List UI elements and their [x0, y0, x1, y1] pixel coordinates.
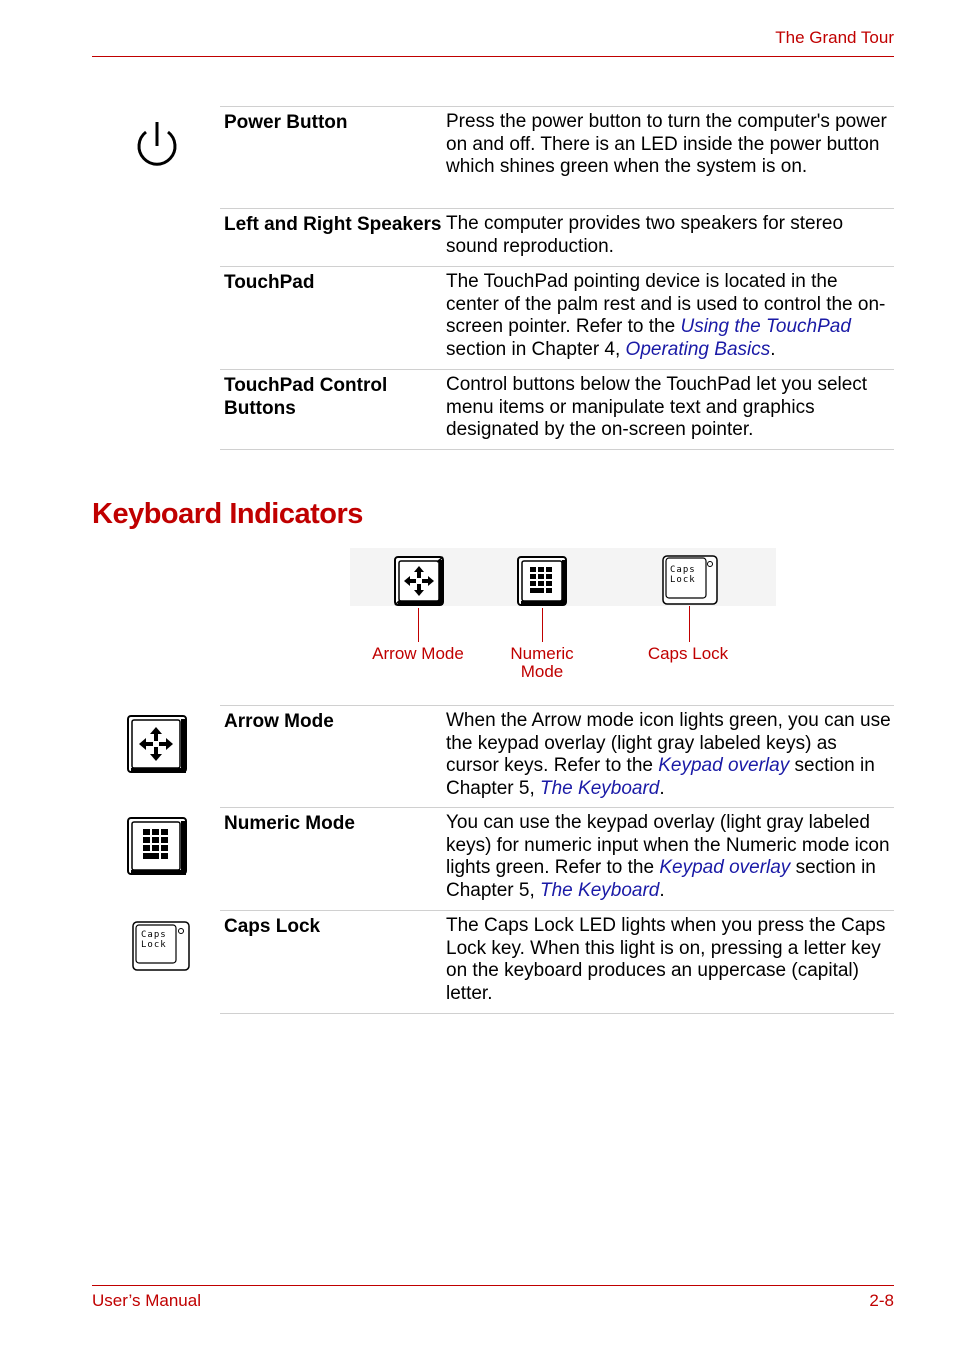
link-using-the-touchpad[interactable]: Using the TouchPad	[680, 316, 851, 337]
footer-rule	[92, 1285, 894, 1286]
term-numeric-mode: Numeric Mode	[224, 813, 355, 834]
caps-icon-text-1: Caps	[141, 930, 167, 940]
caps-lock-icon	[132, 921, 190, 971]
label-caps-lock: Caps Lock	[647, 644, 729, 663]
term-caps-lock: Caps Lock	[224, 916, 321, 937]
desc-numeric-mode: You can use the keypad overlay (light gray labeled keys) for numeric input when the Numeric mode icon lights green. Refer to the Keypad overlay section in Chapter 5, The Keyboard.	[446, 812, 890, 901]
arrow-mode-icon	[127, 715, 189, 775]
leader-caps	[689, 606, 690, 642]
desc-speakers: The computer provides two speakers for stereo sound reproduction.	[446, 213, 844, 257]
section-heading: Keyboard Indicators	[92, 498, 363, 530]
link-the-keyboard[interactable]: The Keyboard	[540, 777, 660, 799]
label-numeric-mode: Numeric Mode	[510, 644, 574, 681]
term-speakers: Left and Right Speakers	[224, 214, 442, 235]
running-header: The Grand Tour	[775, 28, 894, 47]
term-power-button: Power Button	[224, 112, 348, 133]
table-row	[220, 267, 894, 370]
table-row	[220, 705, 894, 808]
link-keypad-overlay[interactable]: Keypad overlay	[658, 755, 790, 776]
term-touchpad-control-buttons: TouchPad Control Buttons	[224, 375, 388, 419]
term-arrow-mode: Arrow Mode	[224, 711, 334, 732]
component-table	[220, 106, 894, 450]
numeric-mode-icon	[127, 817, 189, 877]
footer-manual-title: User’s Manual	[92, 1291, 201, 1310]
table-row	[220, 209, 894, 267]
leader-numeric	[542, 608, 543, 642]
desc-caps-lock: The Caps Lock LED lights when you press the Caps Lock key. When this light is on, pressing a letter key on the keyboard produces an uppercase (capital) letter.	[446, 915, 886, 1004]
label-arrow-mode: Arrow Mode	[372, 644, 464, 663]
power-icon	[133, 120, 181, 177]
caps-key-text-1: Caps	[670, 565, 696, 575]
indicator-table	[220, 705, 894, 1014]
link-keypad-overlay[interactable]: Keypad overlay	[659, 857, 791, 878]
header-rule	[92, 56, 894, 57]
indicator-diagram	[350, 548, 776, 688]
caps-icon-text-2: Lock	[141, 940, 167, 950]
table-row	[220, 808, 894, 911]
desc-arrow-mode: When the Arrow mode icon lights green, you can use the keypad overlay (light gray labeled keys) as cursor keys. Refer to the Keypad overlay section in Chapter 5, The Keyboard.	[446, 710, 891, 799]
link-operating-basics[interactable]: Operating Basics	[625, 338, 771, 360]
leader-arrow	[418, 608, 419, 642]
page-number: 2-8	[869, 1291, 894, 1310]
link-the-keyboard[interactable]: The Keyboard	[540, 879, 660, 901]
desc-touchpad-control-buttons: Control buttons below the TouchPad let you select menu items or manipulate text and graphics designated by the on-screen pointer.	[446, 374, 868, 440]
desc-power-button: Press the power button to turn the computer's power on and off. There is an LED inside the power button which shines green when the system is on.	[446, 111, 887, 177]
desc-touchpad: The TouchPad pointing device is located in the center of the palm rest and is used to control the on-screen pointer. Refer to the Using the TouchPad section in Chapter 4, Operating Basics.	[446, 271, 886, 360]
arrow-mode-key-icon	[394, 556, 446, 608]
table-row	[220, 106, 894, 209]
table-row	[220, 370, 894, 450]
caps-key-text-2: Lock	[670, 575, 696, 585]
caps-lock-key-icon	[662, 555, 718, 605]
numeric-mode-key-icon	[517, 556, 569, 608]
term-touchpad: TouchPad	[224, 272, 315, 293]
table-row	[220, 911, 894, 1014]
